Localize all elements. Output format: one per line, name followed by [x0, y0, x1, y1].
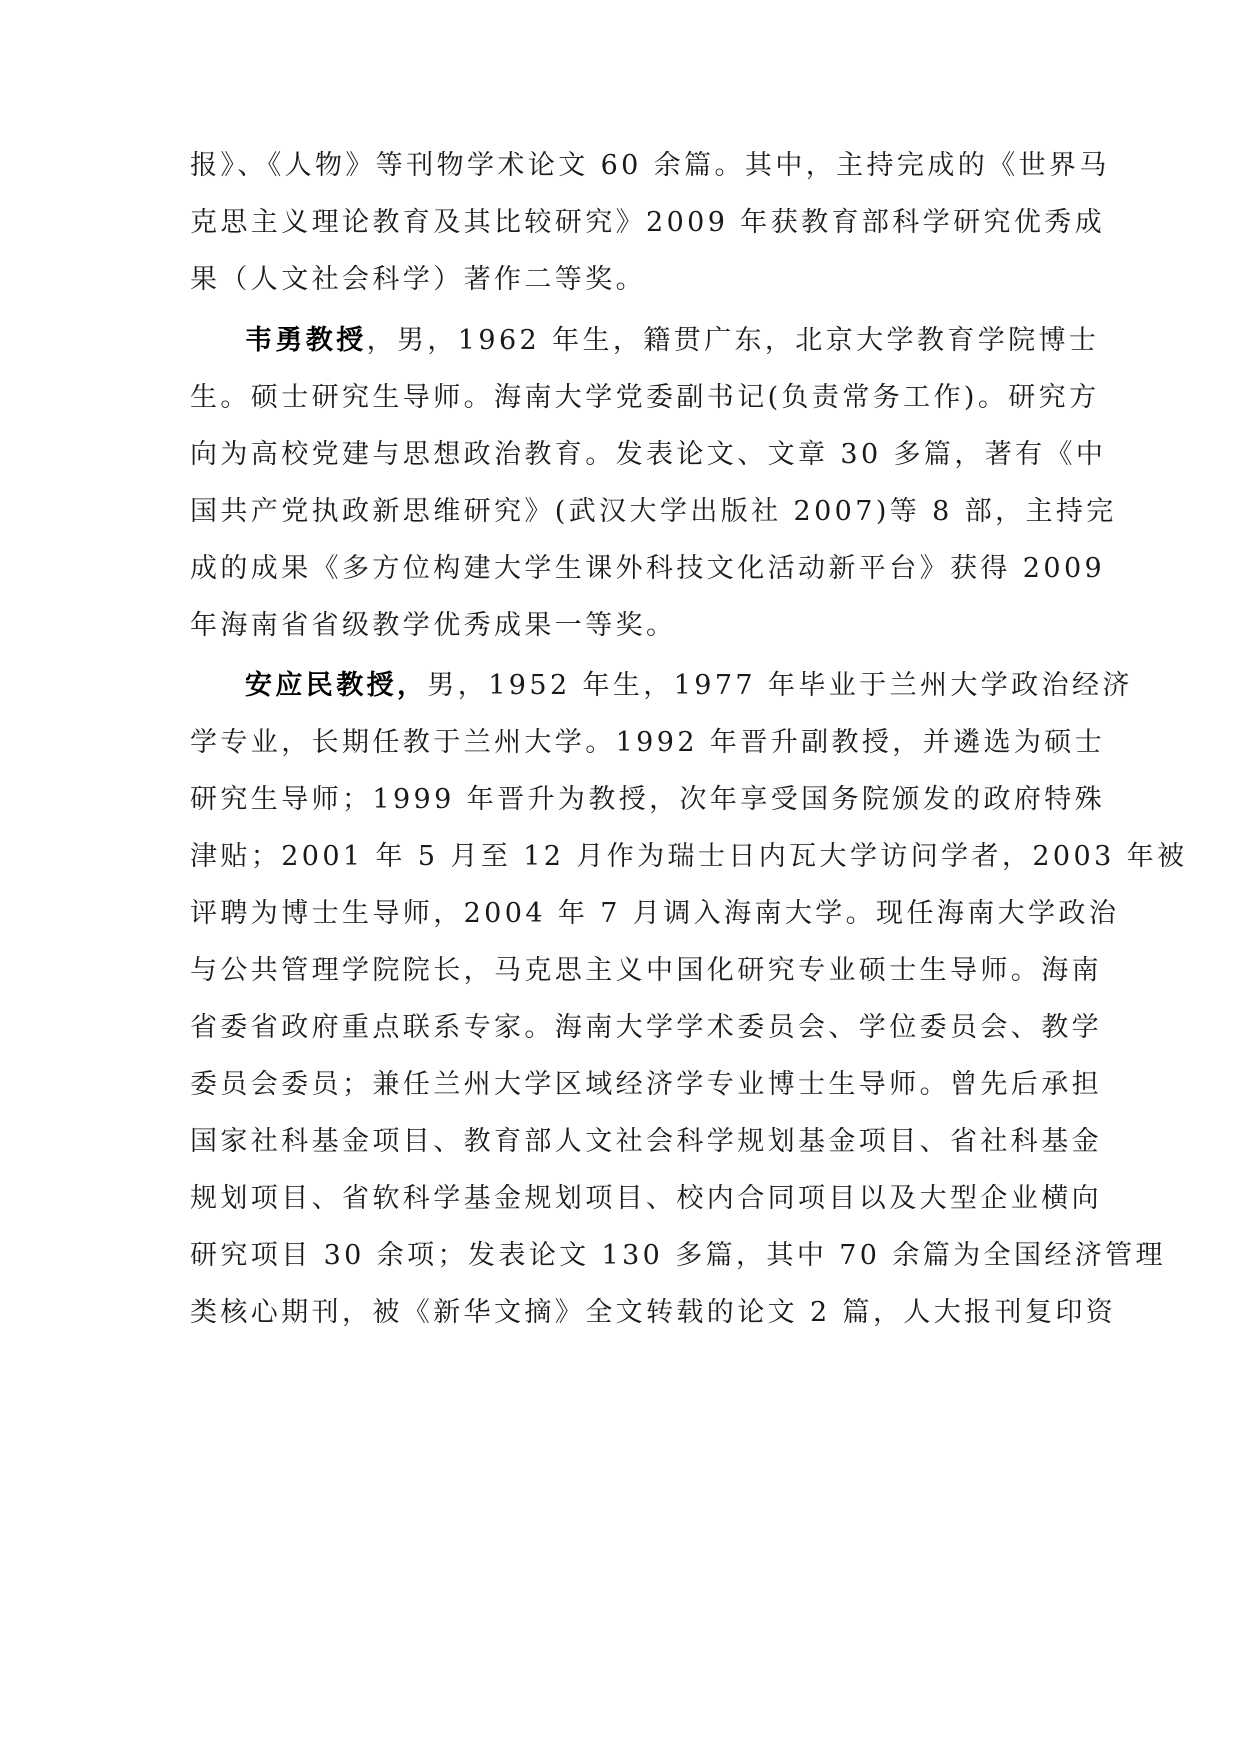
paragraph-3-line-10: 规划项目、省软科学基金规划项目、校内合同项目以及大型企业横向: [190, 1183, 1102, 1214]
paragraph-3-line-9: 国家社科基金项目、教育部人文社会科学规划基金项目、省社科基金: [190, 1126, 1102, 1157]
paragraph-1-line-3: 果（人文社会科学）著作二等奖。: [190, 264, 646, 295]
paragraph-3-line-11: 研究项目 30 余项；发表论文 130 多篇，其中 70 余篇为全国经济管理: [190, 1240, 1166, 1271]
paragraph-2-line-1: [245, 321, 1100, 361]
paragraph-3-line-12: 类核心期刊，被《新华文摘》全文转载的论文 2 篇，人大报刊复印资: [190, 1297, 1117, 1328]
paragraph-2-line-5: 成的成果《多方位构建大学生课外科技文化活动新平台》获得 2009: [190, 553, 1106, 584]
person-name-wei-yong: 韦勇教授: [245, 325, 367, 356]
paragraph-3-line-8: 委员会委员；兼任兰州大学区域经济学专业博士生导师。曾先后承担: [190, 1069, 1102, 1100]
paragraph-2-line-4: 国共产党执政新思维研究》(武汉大学出版社 2007)等 8 部，主持完: [190, 496, 1117, 527]
paragraph-1-line-1: 报》、《人物》等刊物学术论文 60 余篇。其中，主持完成的《世界马: [190, 150, 1110, 181]
paragraph-2-line-6: 年海南省省级教学优秀成果一等奖。: [190, 610, 677, 641]
paragraph-1-line-2: 克思主义理论教育及其比较研究》2009 年获教育部科学研究优秀成: [190, 207, 1106, 238]
person-name-an-yingmin: 安应民教授，: [245, 670, 428, 701]
paragraph-2-line-3: 向为高校党建与思想政治教育。发表论文、文章 30 多篇，著有《中: [190, 439, 1107, 470]
paragraph-2-line-2: 生。硕士研究生导师。海南大学党委副书记(负责常务工作)。研究方: [190, 382, 1100, 413]
paragraph-3-line-6: 与公共管理学院院长，马克思主义中国化研究专业硕士生导师。海南: [190, 955, 1102, 986]
paragraph-3-line-1: [245, 666, 1133, 706]
paragraph-3-line-5: 评聘为博士生导师，2004 年 7 月调入海南大学。现任海南大学政治: [190, 898, 1120, 929]
paragraph-2-line-1-text: ，男，1962 年生，籍贯广东，北京大学教育学院博士: [366, 325, 1100, 356]
paragraph-3-line-7: 省委省政府重点联系专家。海南大学学术委员会、学位委员会、教学: [190, 1012, 1102, 1043]
paragraph-3-line-1-text: 男，1952 年生，1977 年毕业于兰州大学政治经济: [427, 670, 1133, 701]
paragraph-3-line-4: 津贴；2001 年 5 月至 12 月作为瑞士日内瓦大学访问学者，2003 年被: [190, 841, 1188, 872]
paragraph-3-line-3: 研究生导师；1999 年晋升为教授，次年享受国务院颁发的政府特殊: [190, 784, 1106, 815]
paragraph-3-line-2: 学专业，长期任教于兰州大学。1992 年晋升副教授，并遴选为硕士: [190, 727, 1106, 758]
